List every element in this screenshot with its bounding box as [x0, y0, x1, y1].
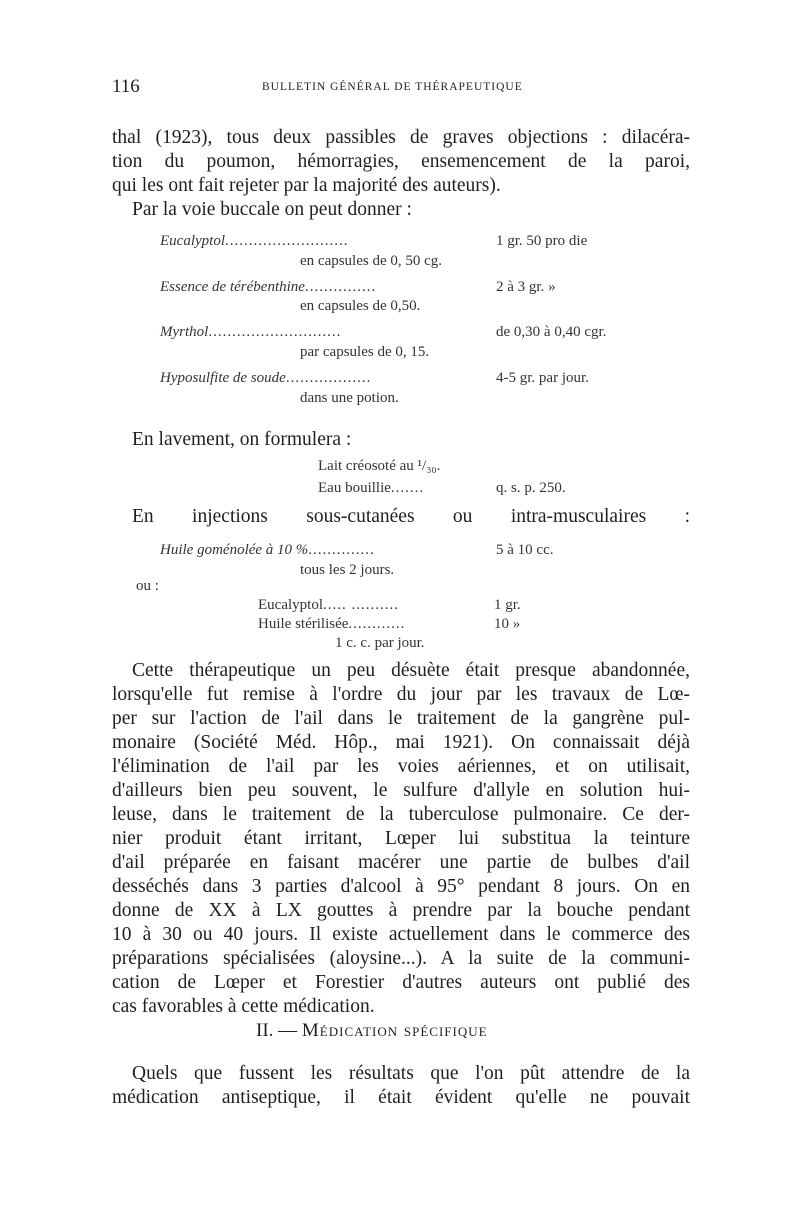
running-title: BULLETIN GÉNÉRAL DE THÉRAPEUTIQUE [262, 81, 523, 93]
drug-name: Huile goménolée à 10 %.............. [160, 542, 375, 558]
drug-dose: 2 à 3 gr. » [496, 279, 556, 295]
text-line: thal (1923), tous deux passibles de graves objections : dilacéra- [112, 127, 690, 148]
or-label: ou : [136, 578, 159, 594]
text-line: médication antiseptique, il était évident qu'elle ne pouvait [112, 1087, 690, 1108]
page-number: 116 [112, 76, 140, 97]
paragraph-specific [112, 1062, 690, 1110]
drug-dose: 10 » [494, 616, 521, 632]
drug-dose: 1 gr. 50 pro die [496, 233, 588, 249]
drug-name: Hyposulfite de soude.................. [160, 370, 372, 386]
section-numeral: II. — [256, 1020, 298, 1041]
text-line: desséchés dans 3 parties d'alcool à 95° pendant 8 jours. On en [112, 876, 690, 897]
drug-note: tous les 2 jours. [300, 562, 395, 578]
enema-line: Lait créosoté au ¹/₃₀. [318, 458, 441, 474]
drug-note: en capsules de 0,50. [300, 298, 421, 314]
section-heading [256, 1020, 488, 1042]
drug-note: en capsules de 0, 50 cg. [300, 253, 443, 269]
paragraph-oral-intro: Par la voie buccale on peut donner : [132, 199, 412, 220]
drug-dose: de 0,30 à 0,40 cgr. [496, 324, 607, 340]
drug-name: Myrthol............................ [160, 324, 342, 340]
drug-note: par capsules de 0, 15. [300, 344, 430, 360]
text-line: monaire (Société Méd. Hôp., mai 1921). On connaissait déjà [112, 732, 690, 753]
drug-name: Eucalyptol.......................... [160, 233, 349, 249]
drug-name: Huile stérilisée............ [258, 616, 406, 632]
section-title: Médication spécifique [301, 1020, 488, 1041]
drug-dose: 1 gr. [494, 597, 521, 613]
text-line: nier produit étant irritant, Lœper lui substitua la teinture [112, 828, 690, 849]
text-line: Quels que fussent les résultats que l'on pût attendre de la [132, 1063, 690, 1084]
drug-name: Eucalyptol..... .......... [258, 597, 399, 613]
drug-note: 1 c. c. par jour. [335, 635, 425, 651]
paragraph-continuation [112, 126, 690, 198]
text-line: d'ailleurs bien peu souvent, le sulfure d'allyle en solution hui- [112, 780, 690, 801]
text-line: En injections sous-cutanées ou intra-musculaires : [132, 506, 690, 527]
paragraph-garlic [112, 659, 690, 1019]
paragraph-injection-intro [112, 505, 690, 529]
text-line: donne de XX à LX gouttes à prendre par la bouche pendant [112, 900, 690, 921]
text-line: Cette thérapeutique un peu désuète était presque abandonnée, [132, 660, 690, 681]
text-line: leuse, dans le traitement de la tuberculose pulmonaire. Ce der- [112, 804, 690, 825]
paragraph-enema-intro: En lavement, on formulera : [132, 429, 352, 450]
page-header [112, 76, 690, 98]
enema-dose: q. s. p. 250. [496, 480, 566, 496]
text-line: cas favorables à cette médication. [112, 996, 375, 1017]
enema-line: Eau bouillie....... [318, 480, 425, 496]
text-line: 10 à 30 ou 40 jours. Il existe actuellement dans le commerce des [112, 924, 690, 945]
text-line: l'élimination de l'ail par les voies aériennes, et on utilisait, [112, 756, 690, 777]
text-line: per sur l'action de l'ail dans le traitement de la gangrène pul- [112, 708, 690, 729]
text-line: cation de Lœper et Forestier d'autres auteurs ont publié des [112, 972, 690, 993]
text-line: lorsqu'elle fut remise à l'ordre du jour par les travaux de Lœ- [112, 684, 690, 705]
drug-dose: 4-5 gr. par jour. [496, 370, 589, 386]
text-line: d'ail préparée en faisant macérer une partie de bulbes d'ail [112, 852, 690, 873]
text-line: tion du poumon, hémorragies, ensemencement de la paroi, [112, 151, 690, 172]
drug-name: Essence de térébenthine............... [160, 279, 377, 295]
drug-note: dans une potion. [300, 390, 399, 406]
text-line: préparations spécialisées (aloysine...). A la suite de la communi- [112, 948, 690, 969]
text-line: qui les ont fait rejeter par la majorité des auteurs). [112, 175, 501, 196]
drug-dose: 5 à 10 cc. [496, 542, 554, 558]
